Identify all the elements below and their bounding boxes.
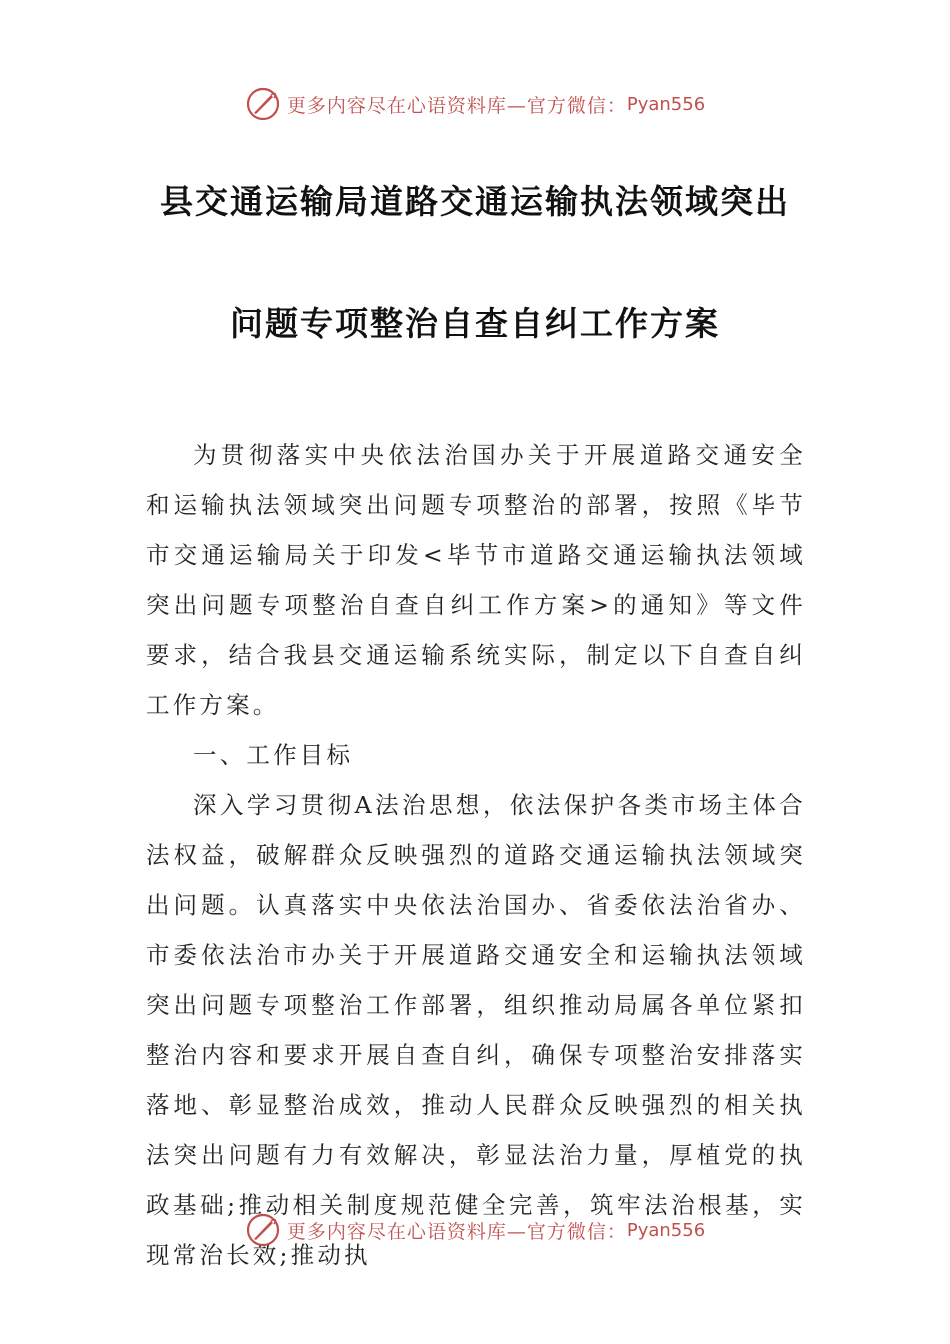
paragraph-intro: 为贯彻落实中央依法治国办关于开展道路交通安全和运输执法领域突出问题专项整治的部署，按照《毕节市交通运输局关于印发<毕节市道路交通运输执法领域突出问题专项整治自查自纠工作方案>的通知》等文件要求，结合我县交通运输系统实际，制定以下自查自纠工作方案。 bbox=[146, 441, 806, 719]
document-title-line-1: 县交通运输局道路交通运输执法领域突出 bbox=[160, 182, 790, 221]
quill-logo-icon bbox=[245, 86, 281, 122]
watermark-wechat-id: Pyan556 bbox=[626, 1219, 706, 1241]
watermark-footer bbox=[0, 1210, 950, 1250]
watermark-header bbox=[0, 84, 950, 124]
paragraph-goals: 深入学习贯彻A法治思想，依法保护各类市场主体合法权益，破解群众反映强烈的道路交通运输执法领域突出问题。认真落实中央依法治国办、省委依法治省办、市委依法治市办关于开展道路交通安全和运输执法领域突出问题专项整治工作部署，组织推动局属各单位紧扣整治内容和要求开展自查自纠，确保专项整治安排落实落地、彰显整治成效，推动人民群众反映强烈的相关执法突出问题有力有效解决，彰显法治力量，厚植党的执政基础;推动相关制度规范健全完善，筑牢法治根基，实现常治长效;推动执 bbox=[146, 791, 806, 1269]
watermark-wechat-id: Pyan556 bbox=[626, 93, 706, 115]
watermark-text: 更多内容尽在心语资料库—官方微信： bbox=[286, 1220, 627, 1243]
watermark-text: 更多内容尽在心语资料库—官方微信： bbox=[286, 94, 627, 117]
quill-logo-icon bbox=[245, 1212, 281, 1248]
section-heading-goals: 一、工作目标 bbox=[193, 741, 354, 769]
document-title-line-2: 问题专项整治自查自纠工作方案 bbox=[230, 304, 720, 343]
document-body bbox=[146, 430, 806, 1280]
